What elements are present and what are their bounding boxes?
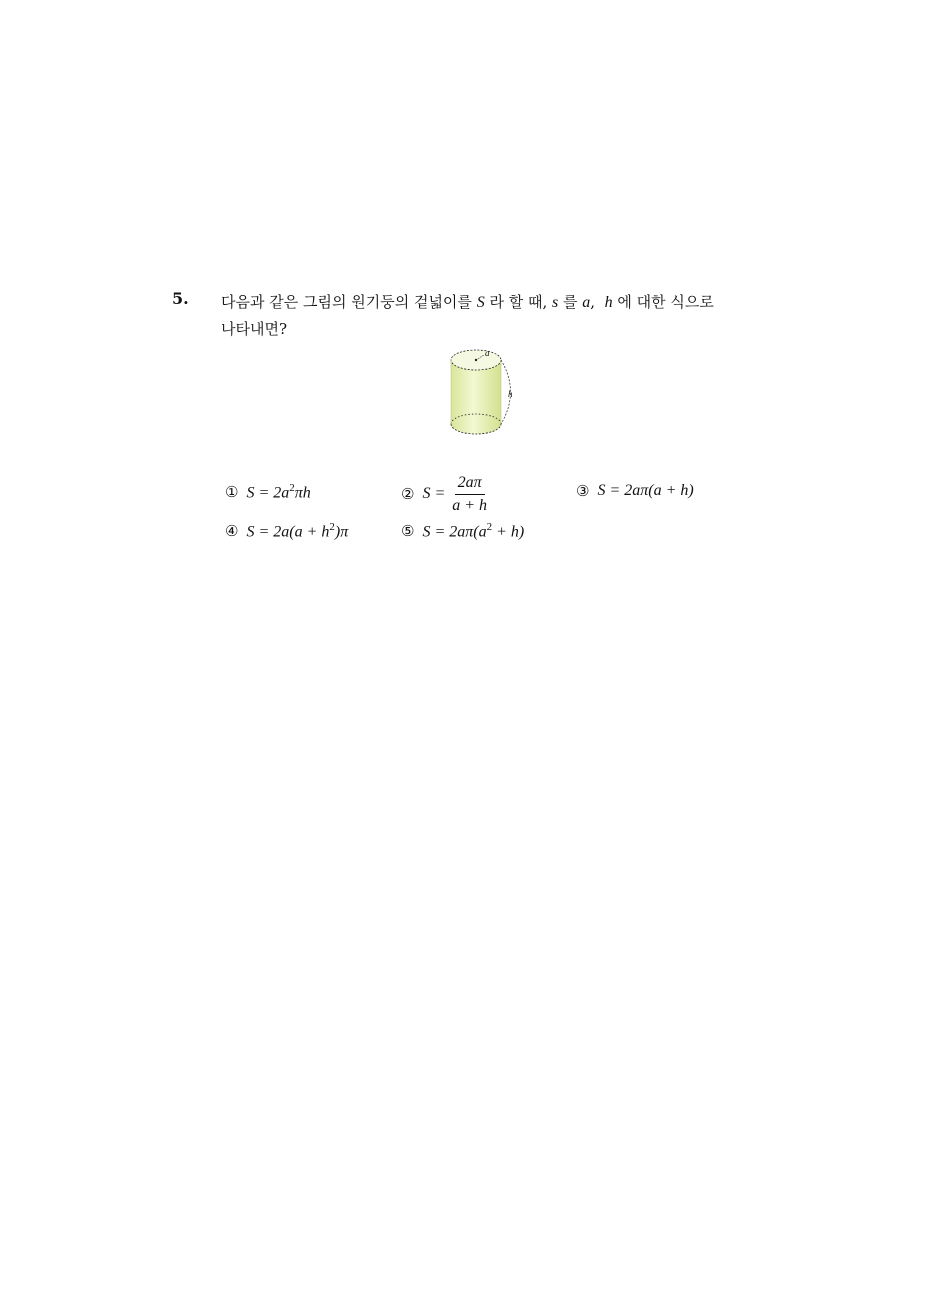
choice-expression: $S = 2a\pi(a^2 + h)$ <box>422 521 525 541</box>
height-label: h <box>508 389 513 399</box>
choice-marker: ② <box>401 485 415 504</box>
var-a: a <box>582 294 591 311</box>
radius-label: a <box>485 348 490 358</box>
choice-expression: S = 2aπ(a + h) <box>597 482 694 499</box>
cylinder-figure <box>440 345 520 440</box>
choice-expression: $S = 2a(a + h^2)\pi$ <box>246 521 349 541</box>
choice-expression: $S = 2a^2\pi h$ <box>246 482 311 502</box>
choice-4[interactable] <box>225 521 348 541</box>
cylinder-body <box>451 360 501 434</box>
fraction <box>449 474 490 514</box>
var-S: S <box>476 294 485 311</box>
question-number: 5. <box>172 289 189 308</box>
var-h: h <box>604 294 613 311</box>
question-text <box>221 289 761 343</box>
choice-3[interactable] <box>576 482 694 500</box>
choice-5[interactable] <box>401 521 524 541</box>
fraction-denominator: a + h <box>452 496 488 514</box>
choice-marker: ③ <box>576 482 590 500</box>
choice-expression: S = $\frac{2a\pi}{a + h}$ <box>422 474 490 514</box>
question-line-1: 다음과 같은 그림의 원기둥의 겉넓이를 S 라 할 때, s 를 a, h 에 대한 식으로 <box>221 293 714 311</box>
choice-marker: ① <box>225 483 239 502</box>
fraction-numerator: 2aπ <box>455 474 485 495</box>
question-line-2: 나타내면? <box>221 320 288 338</box>
choice-1[interactable] <box>225 482 311 502</box>
choice-2[interactable] <box>401 474 490 514</box>
choice-marker: ⑤ <box>401 522 415 541</box>
choice-marker: ④ <box>225 522 239 541</box>
var-s: s <box>552 294 559 311</box>
